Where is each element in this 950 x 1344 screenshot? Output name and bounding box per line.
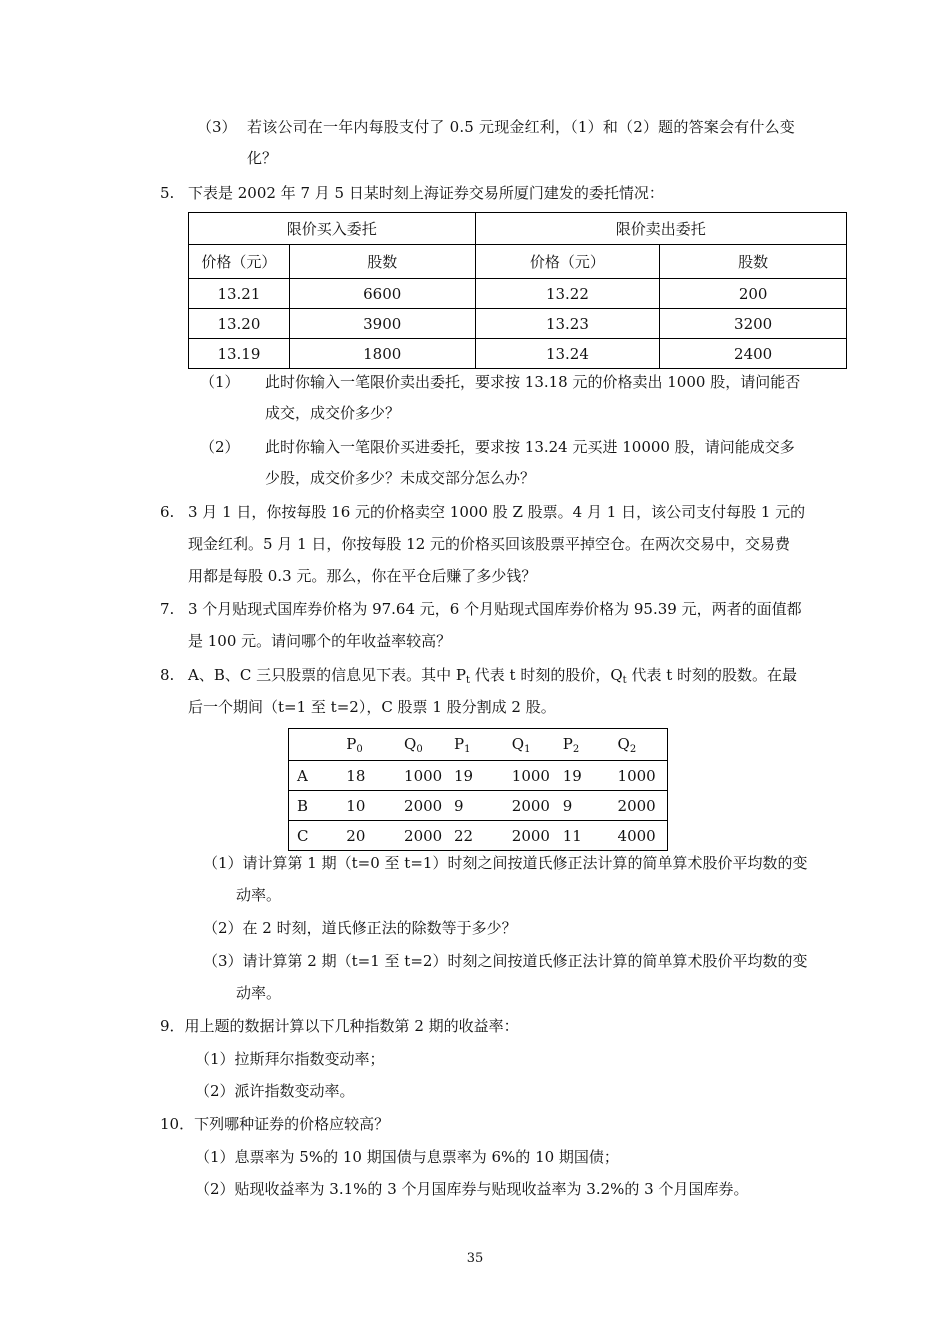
q7-line2: 是 100 元。请问哪个的年收益率较高？ xyxy=(188,632,452,650)
q7-line1: 3 个月贴现式国库券价格为 97.64 元，6 个月贴现式国库券价格为 95.39 元，两者的面值都 xyxy=(188,600,802,618)
q8-sub3: （3）请计算第 2 期（t=1 至 t=2）时刻之间按道氏修正法计算的简单算术股价平均数的变 xyxy=(203,952,808,970)
cell: 4000 xyxy=(610,821,668,851)
q7-number: 7. xyxy=(160,600,175,618)
cell: 1000 xyxy=(504,761,555,791)
order-book-table xyxy=(188,212,847,369)
cell: 13.20 xyxy=(189,309,290,339)
q5-sub2-continuation: 少股，成交价多少？未成交部分怎么办？ xyxy=(265,469,536,487)
table-row xyxy=(289,791,668,821)
cell: 2000 xyxy=(396,821,446,851)
cell: 20 xyxy=(338,821,396,851)
sell-shares-header: 股数 xyxy=(660,245,847,279)
cell: 11 xyxy=(555,821,610,851)
cell: 13.23 xyxy=(475,309,660,339)
cell: 2000 xyxy=(610,791,668,821)
header-p0: $P_0$ xyxy=(346,734,363,755)
cell: 2400 xyxy=(660,339,847,369)
q9-sub1: （1）拉斯拜尔指数变动率； xyxy=(195,1050,385,1068)
table-row xyxy=(289,761,668,791)
cell: 13.21 xyxy=(189,279,290,309)
q6-line1: 3 月 1 日，你按每股 16 元的价格卖空 1000 股 Z 股票。4 月 1 日，该公司支付每股 1 元的 xyxy=(188,503,806,521)
cell: 18 xyxy=(338,761,396,791)
q10-sub1: （1）息票率为 5%的 10 期国债与息票率为 6%的 10 期国债； xyxy=(195,1148,619,1166)
cell: 13.19 xyxy=(189,339,290,369)
q8-sub2: （2）在 2 时刻，道氏修正法的除数等于多少？ xyxy=(203,919,517,937)
q4-sub3-number: （3） xyxy=(197,118,237,136)
header-p1: $P_1$ xyxy=(454,734,471,755)
q6-line2: 现金红利。5 月 1 日，你按每股 12 元的价格买回该股票平掉空仓。在两次交易中，交易费 xyxy=(188,535,791,553)
header-q2: $Q_2$ xyxy=(617,734,637,755)
q5-sub1-text: 此时你输入一笔限价卖出委托，要求按 13.18 元的价格卖出 1000 股，请问能否 xyxy=(265,373,801,391)
cell: 19 xyxy=(446,761,504,791)
cell: 9 xyxy=(555,791,610,821)
page-number: 35 xyxy=(466,1251,484,1266)
table-row xyxy=(189,339,847,369)
q8-number: 8. xyxy=(160,666,175,684)
cell: 6600 xyxy=(289,279,475,309)
q8-sub1-continuation: 动率。 xyxy=(236,886,282,904)
subscript-t: t xyxy=(622,675,627,686)
q5-sub2-number: （2） xyxy=(200,438,240,456)
cell: 19 xyxy=(555,761,610,791)
q8-line1-part1: A、B、C 三只股票的信息见下表。其中 P xyxy=(188,666,466,684)
q5-number: 5. xyxy=(160,184,175,202)
cell: 13.22 xyxy=(475,279,660,309)
cell: 13.24 xyxy=(475,339,660,369)
stock-info-table xyxy=(288,728,668,851)
sell-price-header: 价格（元） xyxy=(475,245,660,279)
q8-sub1: （1）请计算第 1 期（t=0 至 t=1）时刻之间按道氏修正法计算的简单算术股价平均数的变 xyxy=(203,854,808,872)
buy-shares-header: 股数 xyxy=(289,245,475,279)
q10-sub2: （2）贴现收益率为 3.1%的 3 个月国库券与贴现收益率为 3.2%的 3 个月国库券。 xyxy=(195,1180,749,1198)
q5-sub1-continuation: 成交，成交价多少？ xyxy=(265,404,401,422)
cell: 22 xyxy=(446,821,504,851)
cell: 3200 xyxy=(660,309,847,339)
q6-line3: 用都是每股 0.3 元。那么，你在平仓后赚了多少钱？ xyxy=(188,567,537,585)
cell: 1000 xyxy=(396,761,446,791)
buy-orders-header: 限价买入委托 xyxy=(189,213,476,245)
cell: A xyxy=(289,761,339,791)
cell: B xyxy=(289,791,339,821)
q4-sub3-text: 若该公司在一年内每股支付了 0.5 元现金红利，（1）和（2）题的答案会有什么变 xyxy=(247,118,795,136)
table-row xyxy=(189,309,847,339)
q8-line1 xyxy=(188,665,797,691)
header-blank xyxy=(289,729,339,761)
cell: 2000 xyxy=(504,821,555,851)
q8-line2: 后一个期间（t=1 至 t=2），C 股票 1 股分割成 2 股。 xyxy=(188,698,556,716)
q5-text: 下表是 2002 年 7 月 5 日某时刻上海证券交易所厦门建发的委托情况： xyxy=(188,184,664,202)
q8-line1-part3: 代表 t 时刻的股数。在最 xyxy=(626,666,798,684)
header-q1: $Q_1$ xyxy=(511,734,531,755)
cell: 9 xyxy=(446,791,504,821)
q9-sub2: （2）派许指数变动率。 xyxy=(195,1082,355,1100)
header-p2: $P_2$ xyxy=(562,734,580,755)
sell-orders-header: 限价卖出委托 xyxy=(475,213,846,245)
cell: 2000 xyxy=(396,791,446,821)
q9-text: 9．用上题的数据计算以下几种指数第 2 期的收益率： xyxy=(160,1017,519,1035)
q5-sub1-number: （1） xyxy=(200,373,240,391)
cell: 1000 xyxy=(610,761,668,791)
q6-number: 6. xyxy=(160,503,175,521)
q5-sub2-text: 此时你输入一笔限价买进委托，要求按 13.24 元买进 10000 股，请问能成交多 xyxy=(265,438,795,456)
buy-price-header: 价格（元） xyxy=(189,245,290,279)
header-q0: $Q_0$ xyxy=(404,734,423,755)
subscript-t: t xyxy=(465,675,470,686)
table-row xyxy=(189,279,847,309)
q8-line1-part2: 代表 t 时刻的股价，Q xyxy=(470,666,623,684)
cell: 2000 xyxy=(504,791,555,821)
cell: C xyxy=(289,821,339,851)
cell: 3900 xyxy=(289,309,475,339)
cell: 200 xyxy=(660,279,847,309)
q8-sub3-continuation: 动率。 xyxy=(236,984,282,1002)
cell: 1800 xyxy=(289,339,475,369)
table-header-row xyxy=(289,729,668,761)
cell: 10 xyxy=(338,791,396,821)
q4-sub3-continuation: 化？ xyxy=(247,149,278,167)
table-row xyxy=(289,821,668,851)
q10-text: 10．下列哪种证券的价格应较高？ xyxy=(160,1115,390,1133)
